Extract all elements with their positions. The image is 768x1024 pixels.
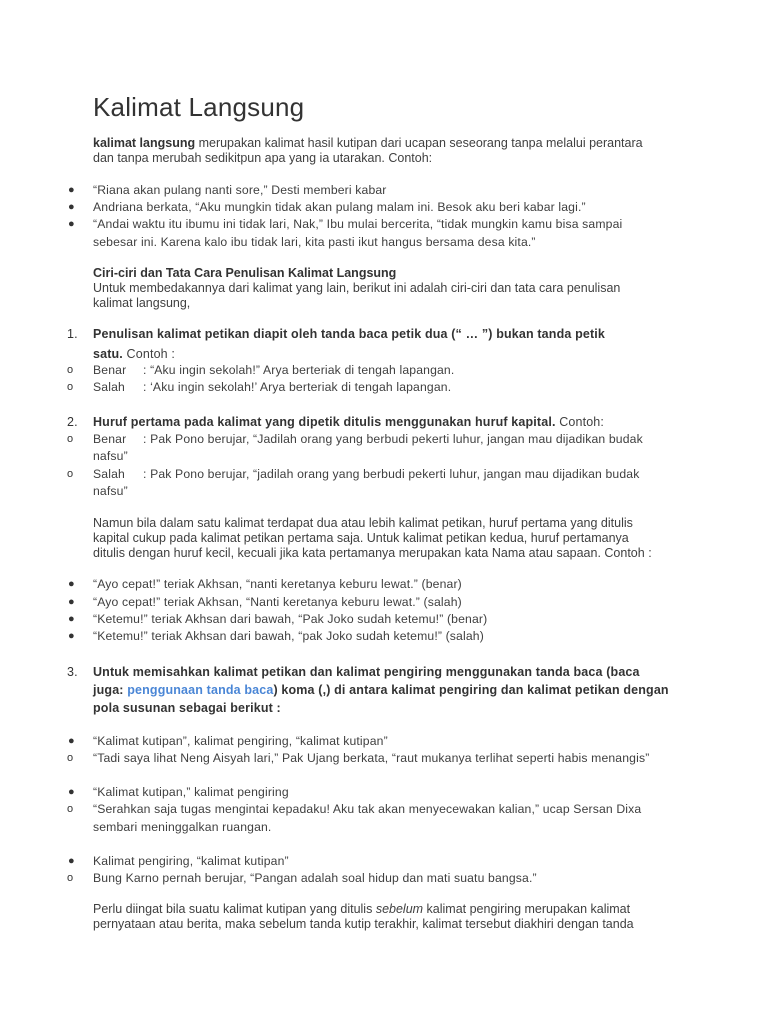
closing-paragraph xyxy=(93,902,693,932)
intro-paragraph xyxy=(93,136,693,166)
rule-3-line2-pre: juga: xyxy=(93,683,128,697)
example-text: “Ayo cepat!” teriak Akhsan, “nanti keretanya keburu lewat.” (benar) xyxy=(93,577,462,591)
namun-paragraph xyxy=(93,516,693,561)
rule-1-text-cont: satu. xyxy=(93,347,123,361)
bullet-marker: ● xyxy=(68,578,75,590)
bullet-marker: ● xyxy=(68,184,75,196)
salah-label: Salah xyxy=(93,380,125,394)
example-text: sebesar ini. Karena kalo ibu tidak lari, kita pasti ikut hangus bersama desa kita.” xyxy=(93,235,536,249)
benar-label: Benar xyxy=(93,432,127,446)
circle-marker: o xyxy=(67,364,74,376)
example-text: Andriana berkata, “Aku mungkin tidak akan pulang malam ini. Besok aku beri kabar lagi.” xyxy=(93,200,586,214)
circle-marker: o xyxy=(67,803,74,815)
pattern-item xyxy=(68,733,693,750)
ciri-text-line1: Untuk membedakannya dari kalimat yang lain, berikut ini adalah ciri-ciri dan tata cara penulisan xyxy=(93,281,621,295)
benar-label: Benar xyxy=(93,363,127,377)
penggunaan-tanda-baca-link[interactable]: penggunaan tanda baca xyxy=(127,683,274,697)
rule-1-benar xyxy=(67,362,693,379)
rule-3-line2-post: ) koma (,) di antara kalimat pengiring dan kalimat petikan dengan xyxy=(273,683,669,697)
salah-label: Salah xyxy=(93,467,125,481)
rule-3-line3: pola susunan sebagai berikut : xyxy=(93,701,281,715)
circle-marker: o xyxy=(67,468,74,480)
circle-marker: o xyxy=(67,433,74,445)
rule-3-line1: Untuk memisahkan kalimat petikan dan kalimat pengiring menggunakan tanda baca (baca xyxy=(93,665,640,679)
pattern-example-text: “Tadi saya lihat Neng Aisyah lari,” Pak Ujang berkata, “raut mukanya terlihat seperti habis menangis” xyxy=(93,751,650,765)
benar-text: : Pak Pono berujar, “Jadilah orang yang berbudi pekerti luhur, jangan mau dijadikan budak xyxy=(143,432,643,446)
closing-line2: pernyataan atau berita, maka sebelum tanda kutip terakhir, kalimat tersebut diakhiri dengan tanda xyxy=(93,917,634,931)
pattern-example xyxy=(67,870,693,887)
bullet-marker: ● xyxy=(68,630,75,642)
ciri-text-line2: kalimat langsung, xyxy=(93,296,191,310)
pattern-text: “Kalimat kutipan”, kalimat pengiring, “kalimat kutipan” xyxy=(93,734,388,748)
bullet-marker: ● xyxy=(68,613,75,625)
bullet-marker: ● xyxy=(68,855,75,867)
list-item xyxy=(68,576,693,593)
bullet-marker: ● xyxy=(68,735,75,747)
benar-text-cont: nafsu” xyxy=(93,449,128,463)
ciri-paragraph xyxy=(93,266,693,311)
intro-term: kalimat langsung xyxy=(93,136,196,150)
rule-1-cont xyxy=(93,346,693,363)
pattern-example-cont xyxy=(93,819,693,836)
rule-1-salah xyxy=(67,379,693,396)
pattern-text: Kalimat pengiring, “kalimat kutipan” xyxy=(93,854,289,868)
rule-1-after: Contoh : xyxy=(122,347,176,361)
list-item xyxy=(68,628,693,645)
rule-2-benar xyxy=(67,431,693,448)
salah-text: : ‘Aku ingin sekolah!’ Arya berteriak di tengah lapangan. xyxy=(143,380,452,394)
pattern-example-text-cont: sembari meninggalkan ruangan. xyxy=(93,820,272,834)
circle-marker: o xyxy=(67,872,74,884)
bullet-marker: ● xyxy=(68,786,75,798)
rule-2-salah-cont xyxy=(93,483,693,500)
rule-2-benar-cont xyxy=(93,448,693,465)
salah-text: : Pak Pono berujar, “jadilah orang yang berbudi pekerti luhur, jangan mau dijadikan budak xyxy=(143,467,640,481)
page-title: Kalimat Langsung xyxy=(93,92,305,122)
rule-2-text: Huruf pertama pada kalimat yang dipetik ditulis menggunakan huruf kapital. xyxy=(93,415,556,429)
list-item xyxy=(68,594,693,611)
circle-marker: o xyxy=(67,381,74,393)
example-text: “Ketemu!” teriak Akhsan dari bawah, “pak Joko sudah ketemu!” (salah) xyxy=(93,629,484,643)
pattern-example xyxy=(67,801,693,818)
salah-text-cont: nafsu” xyxy=(93,484,128,498)
benar-text: : “Aku ingin sekolah!” Arya berteriak di tengah lapangan. xyxy=(143,363,455,377)
intro-text-line2: dan tanpa merubah sedikitpun apa yang ia utarakan. Contoh: xyxy=(93,151,433,165)
namun-line3: ditulis dengan huruf kecil, kecuali jika kata pertamanya merupakan kata Nama atau sapaan. Contoh : xyxy=(93,546,652,560)
pattern-text: “Kalimat kutipan,” kalimat pengiring xyxy=(93,785,289,799)
ciri-heading: Ciri-ciri dan Tata Cara Penulisan Kalimat Langsung xyxy=(93,266,397,280)
rule-3 xyxy=(67,663,693,717)
namun-line1: Namun bila dalam satu kalimat terdapat dua atau lebih kalimat petikan, huruf pertama yang ditulis xyxy=(93,516,633,530)
pattern-example-text: Bung Karno pernah berujar, “Pangan adalah soal hidup dan mati suatu bangsa.” xyxy=(93,871,537,885)
rule-number: 3. xyxy=(67,665,78,679)
list-item xyxy=(68,182,693,199)
pattern-item xyxy=(68,853,693,870)
example-text: “Ayo cepat!” teriak Akhsan, “Nanti keretanya keburu lewat.” (salah) xyxy=(93,595,462,609)
list-item xyxy=(68,611,693,628)
pattern-item xyxy=(68,784,693,801)
rule-1 xyxy=(67,326,693,343)
pattern-example xyxy=(67,750,693,767)
rule-1-text: Penulisan kalimat petikan diapit oleh tanda baca petik dua (“ … ”) bukan tanda petik xyxy=(93,327,606,341)
example-text: “Andai waktu itu ibumu ini tidak lari, Nak,” Ibu mulai bercerita, “tidak mungkin kamu bisa sampai xyxy=(93,217,623,231)
rule-2-salah xyxy=(67,466,693,483)
example-text: “Ketemu!” teriak Akhsan dari bawah, “Pak Joko sudah ketemu!” (benar) xyxy=(93,612,488,626)
pattern-example-text: “Serahkan saja tugas mengintai kepadaku! Aku tak akan menyecewakan kalian,” ucap Sersan Dixa xyxy=(93,802,642,816)
list-item xyxy=(68,199,693,216)
closing-post: kalimat pengiring merupakan kalimat xyxy=(423,902,631,916)
example-text: “Riana akan pulang nanti sore,” Desti memberi kabar xyxy=(93,183,387,197)
circle-marker: o xyxy=(67,752,74,764)
intro-text: merupakan kalimat hasil kutipan dari ucapan seseorang tanpa melalui perantara xyxy=(195,136,643,150)
rule-number: 1. xyxy=(67,327,78,341)
list-item-continuation xyxy=(93,234,693,251)
rule-number: 2. xyxy=(67,415,78,429)
bullet-marker: ● xyxy=(68,201,75,213)
list-item xyxy=(68,216,693,233)
rule-2 xyxy=(67,414,693,431)
bullet-marker: ● xyxy=(68,596,75,608)
rule-2-after: Contoh: xyxy=(555,415,605,429)
closing-italic: sebelum xyxy=(375,902,424,916)
namun-line2: kapital cukup pada kalimat petikan pertama saja. Untuk kalimat petikan kedua, huruf pertamanya xyxy=(93,531,629,545)
bullet-marker: ● xyxy=(68,218,75,230)
closing-pre: Perlu diingat bila suatu kalimat kutipan yang ditulis xyxy=(93,902,376,916)
